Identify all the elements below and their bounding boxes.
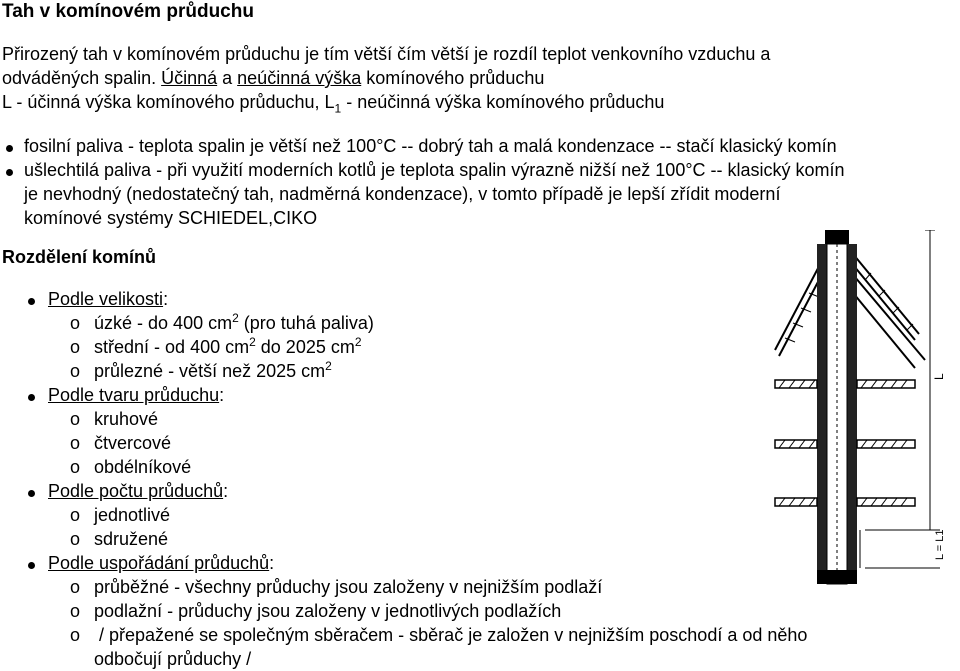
category-shape-suffix: : — [219, 385, 225, 405]
bullet-dot — [6, 145, 13, 152]
bullet-dot — [28, 394, 35, 401]
list-marker: o — [70, 577, 81, 597]
chimney-diagram — [765, 230, 955, 590]
effective-term: Účinná — [161, 68, 218, 88]
list-marker: o — [70, 505, 81, 525]
list-marker: o — [70, 313, 81, 333]
size-item-narrow-sup: 2 — [232, 311, 239, 325]
category-arrangement-suffix: : — [269, 553, 275, 573]
ineffective-term: neúčinná výška — [237, 68, 362, 88]
list-marker: o — [70, 361, 81, 381]
intro-line-2 — [2, 66, 544, 90]
size-item-medium-mid: do 2025 cm — [255, 337, 355, 357]
intro-line-2-mid: a — [217, 68, 238, 88]
fuel-bullet-fossil: fosilní paliva - teplota spalin je větší než 100°C -- dobrý tah a malá kondenzace -- stačí klasický komín — [24, 136, 837, 156]
category-shape-label: Podle tvaru průduchu — [48, 385, 220, 405]
chimney-walls — [817, 244, 857, 584]
size-item-narrow-post: (pro tuhá paliva) — [238, 313, 374, 333]
dimension-lines — [860, 230, 940, 568]
list-marker: o — [70, 529, 81, 549]
intro-line-2-post: komínového průduchu — [361, 68, 545, 88]
size-item-medium-sup: 2 — [249, 335, 256, 349]
fuel-bullet-noble-cont-2: komínové systémy SCHIEDEL,CIKO — [24, 208, 318, 228]
category-arrangement — [48, 551, 274, 575]
list-item — [70, 455, 191, 479]
shape-item-rect: obdélníkové — [94, 457, 192, 477]
size-item-medium — [70, 335, 362, 359]
list-marker: o — [70, 409, 81, 429]
intro-line-2-pre: odváděných spalin. — [2, 68, 162, 88]
list-item — [70, 575, 602, 599]
intro-line-3-pre: L - účinná výška komínového průduchu, L — [2, 92, 335, 112]
list-marker: o — [70, 625, 81, 645]
count-item-single: jednotlivé — [94, 505, 171, 525]
bullet-dot — [6, 169, 13, 176]
size-item-medium-text: střední - od 400 cm — [94, 337, 250, 357]
arrangement-item-continuous: průběžné - všechny průduchy jsou založeny v nejnižším podlaží — [94, 577, 603, 597]
category-count-suffix: : — [223, 481, 229, 501]
list-item — [70, 431, 171, 455]
list-item — [70, 623, 807, 647]
list-item — [70, 527, 168, 551]
arrangement-item-partitioned-cont: odbočují průduchy / — [94, 649, 252, 669]
size-item-medium-sup2: 2 — [354, 335, 362, 349]
list-marker: o — [70, 337, 81, 357]
category-count-label: Podle počtu průduchů — [48, 481, 224, 501]
list-item — [70, 503, 170, 527]
category-size — [48, 287, 168, 311]
fuel-bullet-noble: ušlechtilá paliva - při využití moderních kotlů je teplota spalin výrazně nižší než 100°C -- klasický komín — [24, 160, 845, 180]
chimney-base — [817, 570, 857, 584]
category-count — [48, 479, 228, 503]
page-title: Tah v komínovém průduchu — [2, 1, 254, 22]
arrangement-item-floor: podlažní - průduchy jsou založeny v jednotlivých podlažích — [94, 601, 562, 621]
bullet-dot — [28, 298, 35, 305]
arrangement-item-partitioned: / přepažené se společným sběračem - sběrač je založen v nejnižším poschodí a od něho — [94, 625, 808, 645]
shape-item-square: čtvercové — [94, 433, 172, 453]
size-item-walkable — [70, 359, 332, 383]
list-marker: o — [70, 457, 81, 477]
intro-line-3-post: - neúčinná výška komínového průduchu — [341, 92, 665, 112]
bullet-dot — [28, 562, 35, 569]
intro-line-3 — [2, 90, 664, 114]
list-marker: o — [70, 601, 81, 621]
fuel-bullet-noble-cont-1: je nevhodný (nedostatečný tah, nadměrná kondenzace), v tomto případě je lepší zřídit moderní — [24, 184, 781, 204]
intro-line-3-sub: 1 — [334, 101, 342, 116]
category-arrangement-label: Podle uspořádání průduchů — [48, 553, 270, 573]
list-item — [70, 407, 158, 431]
category-shape — [48, 383, 224, 407]
size-item-narrow — [70, 311, 374, 335]
size-item-walkable-sup: 2 — [325, 359, 332, 373]
shape-item-round: kruhové — [94, 409, 159, 429]
list-item — [70, 599, 561, 623]
dimension-label-L1: L = L1 — [934, 529, 946, 560]
size-item-narrow-text: úzké - do 400 cm — [94, 313, 233, 333]
bullet-dot — [28, 490, 35, 497]
section-heading: Rozdělení komínů — [2, 247, 157, 267]
size-item-walkable-text: průlezné - větší než 2025 cm — [94, 361, 326, 381]
list-marker: o — [70, 433, 81, 453]
count-item-combined: sdružené — [94, 529, 169, 549]
category-size-suffix: : — [163, 289, 169, 309]
dimension-label-L: L — [932, 373, 946, 380]
chimney-cap — [825, 230, 849, 244]
category-size-label: Podle velikosti — [48, 289, 164, 309]
intro-line-1: Přirozený tah v komínovém průduchu je tím větší čím větší je rozdíl teplot venkovního vzduchu a — [2, 44, 771, 64]
